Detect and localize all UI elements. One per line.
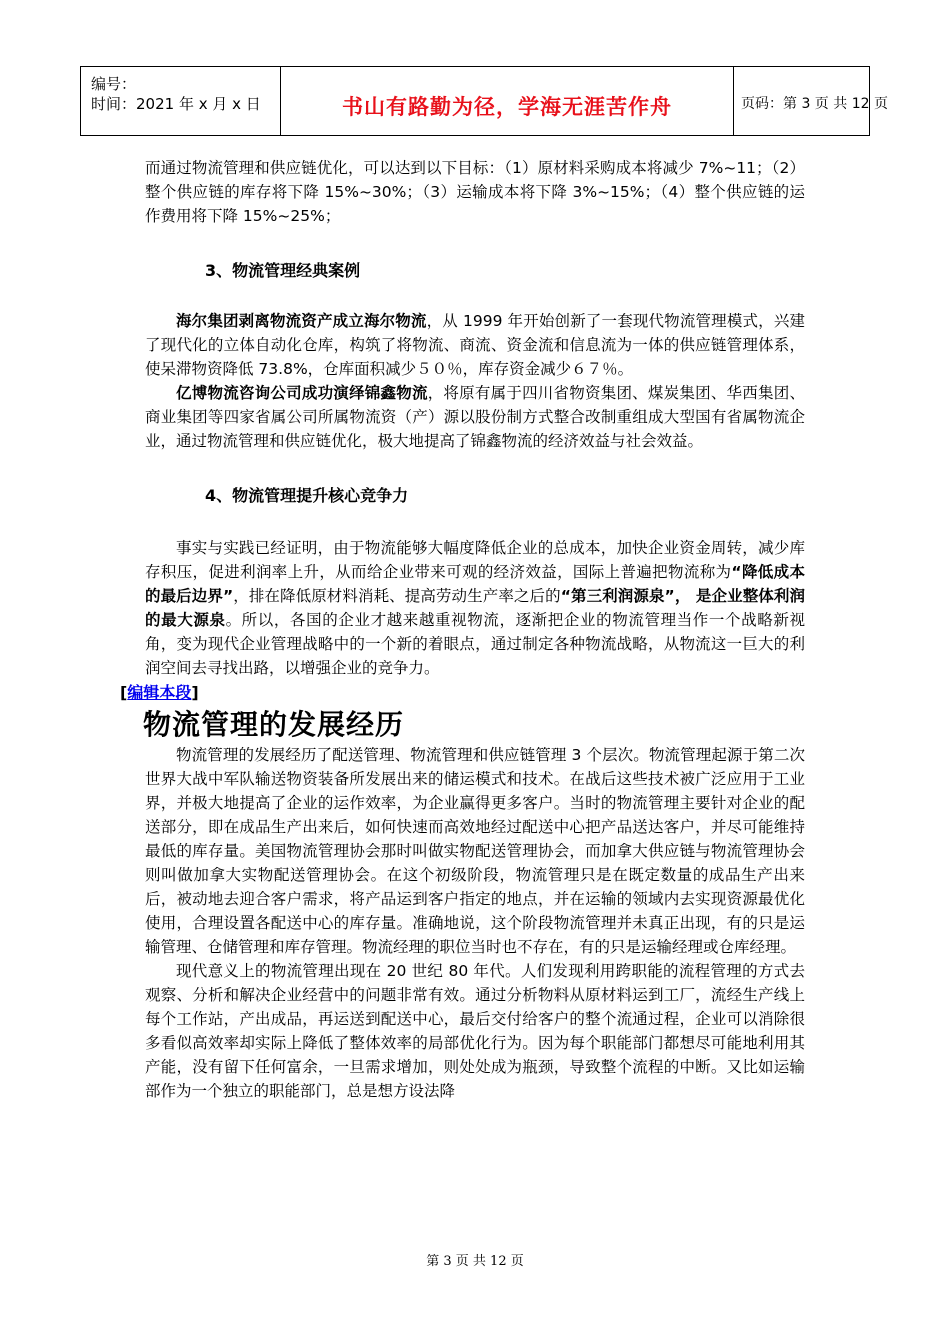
- p4-emphasis-profit: “第三利润源泉”， 是企业整体利润的最大源泉: [145, 587, 805, 629]
- intro-paragraph: 而通过物流管理和供应链优化，可以达到以下目标：（1）原材料采购成本将减少 7%~11；（2）整个供应链的库存将下降 15%~30%；（3）运输成本将下降 3%~15%；（4）整个供应链的运作费用将下降 15%~25%；: [145, 159, 805, 225]
- header-page-cell: [733, 66, 888, 136]
- p4-emphasis-boundary: “降低成本的最后边界”: [145, 563, 805, 605]
- case-haier-paragraph: [145, 309, 805, 381]
- header-motto-cell: [280, 66, 734, 136]
- edit-bracket-open: [: [120, 683, 128, 702]
- case-haier-lead: 海尔集团剥离物流资产成立海尔物流: [176, 312, 427, 330]
- case-haier-text: ，从 1999 年开始创新了一套现代物流管理模式，兴建了现代化的立体自动化仓库，构筑了将物流、商流、资金流和信息流为一体的供应链管理体系，使呆滞物资降低 73.8%，仓库面积减少５０％，库存资金减少６７％。: [145, 312, 805, 378]
- history-heading: 物流管理的发展经历: [143, 708, 405, 741]
- section-4-heading: 4、物流管理提升核心竞争力: [205, 486, 409, 505]
- date-label: 时间：2021 年 x 月 x 日: [91, 95, 261, 113]
- case-yibo-lead: 亿博物流咨询公司成功演绎锦鑫物流: [176, 384, 428, 402]
- motto-text: 书山有路勤为径，学海无涯苦作舟: [342, 95, 672, 119]
- competitiveness-paragraph: [145, 536, 805, 680]
- document-body: [120, 156, 805, 1103]
- page-footer: 第 3 页 共 12 页: [426, 1254, 524, 1269]
- history-paragraph-2: 现代意义上的物流管理出现在 20 世纪 80 年代。人们发现利用跨职能的流程管理的方式去观察、分析和解决企业经营中的问题非常有效。通过分析物料从原材料运到工厂，流经生产线上每个工作站，产出成品，再运送到配送中心，最后交付给客户的整个流通过程，企业可以消除很多看似高效率却实际上降低了整体效率的局部优化行为。因为每个职能部门都想尽可能地利用其产能，没有留下任何富余，一旦需求增加，则处处成为瓶颈，导致整个流程的中断。又比如运输部作为一个独立的职能部门，总是想方设法降: [145, 962, 805, 1100]
- document-header: [80, 66, 888, 136]
- case-yibo-paragraph: [145, 381, 805, 453]
- edit-section-link-row: [120, 680, 805, 703]
- edit-bracket-close: ]: [191, 683, 199, 702]
- p4-part-e: 。所以，各国的企业才越来越重视物流，逐渐把企业的物流管理当作一个战略新视角，变为现代企业管理战略中的一个新的着眼点，通过制定各种物流战略，从物流这一巨大的利润空间去寻找出路，以增强企业的竞争力。: [145, 611, 805, 677]
- p4-part-a: 事实与实践已经证明，由于物流能够大幅度降低企业的总成本，加快企业资金周转，减少库存积压，促进利润率上升，从而给企业带来可观的经济效益，国际上普遍把物流称为: [145, 539, 805, 581]
- p4-part-c: ，排在降低原材料消耗、提高劳动生产率之后的: [233, 587, 561, 605]
- section-3-heading: 3、物流管理经典案例: [205, 261, 361, 280]
- page-number-label: 页码：第 3 页 共 12 页: [741, 96, 888, 112]
- history-paragraph-1: 物流管理的发展经历了配送管理、物流管理和供应链管理 3 个层次。物流管理起源于第二次世界大战中军队输送物资装备所发展出来的储运模式和技术。在战后这些技术被广泛应用于工业界，并极大地提高了企业的运作效率，为企业赢得更多客户。当时的物流管理主要针对企业的配送部分，即在成品生产出来后，如何快速而高效地经过配送中心把产品送达客户，并尽可能维持最低的库存量。美国物流管理协会那时叫做实物配送管理协会，而加拿大供应链与物流管理协会则叫做加拿大实物配送管理协会。在这个初级阶段，物流管理只是在既定数量的成品生产出来后，被动地去迎合客户需求，将产品运到客户指定的地点，并在运输的领域内去实现资源最优化使用，合理设置各配送中心的库存量。准确地说，这个阶段物流管理并未真正出现，有的只是运输管理、仓储管理和库存管理。物流经理的职位当时也不存在，有的只是运输经理或仓库经理。: [145, 746, 805, 956]
- case-yibo-text: ，将原有属于四川省物资集团、煤炭集团、华西集团、商业集团等四家省属公司所属物流资（产）源以股份制方式整合改制重组成大型国有省属物流企业，通过物流管理和供应链优化，极大地提高了锦鑫物流的经济效益与社会效益。: [145, 384, 805, 450]
- edit-section-link[interactable]: 编辑本段: [127, 683, 192, 702]
- number-label: 编号：: [91, 75, 137, 93]
- header-info-cell: [80, 66, 281, 136]
